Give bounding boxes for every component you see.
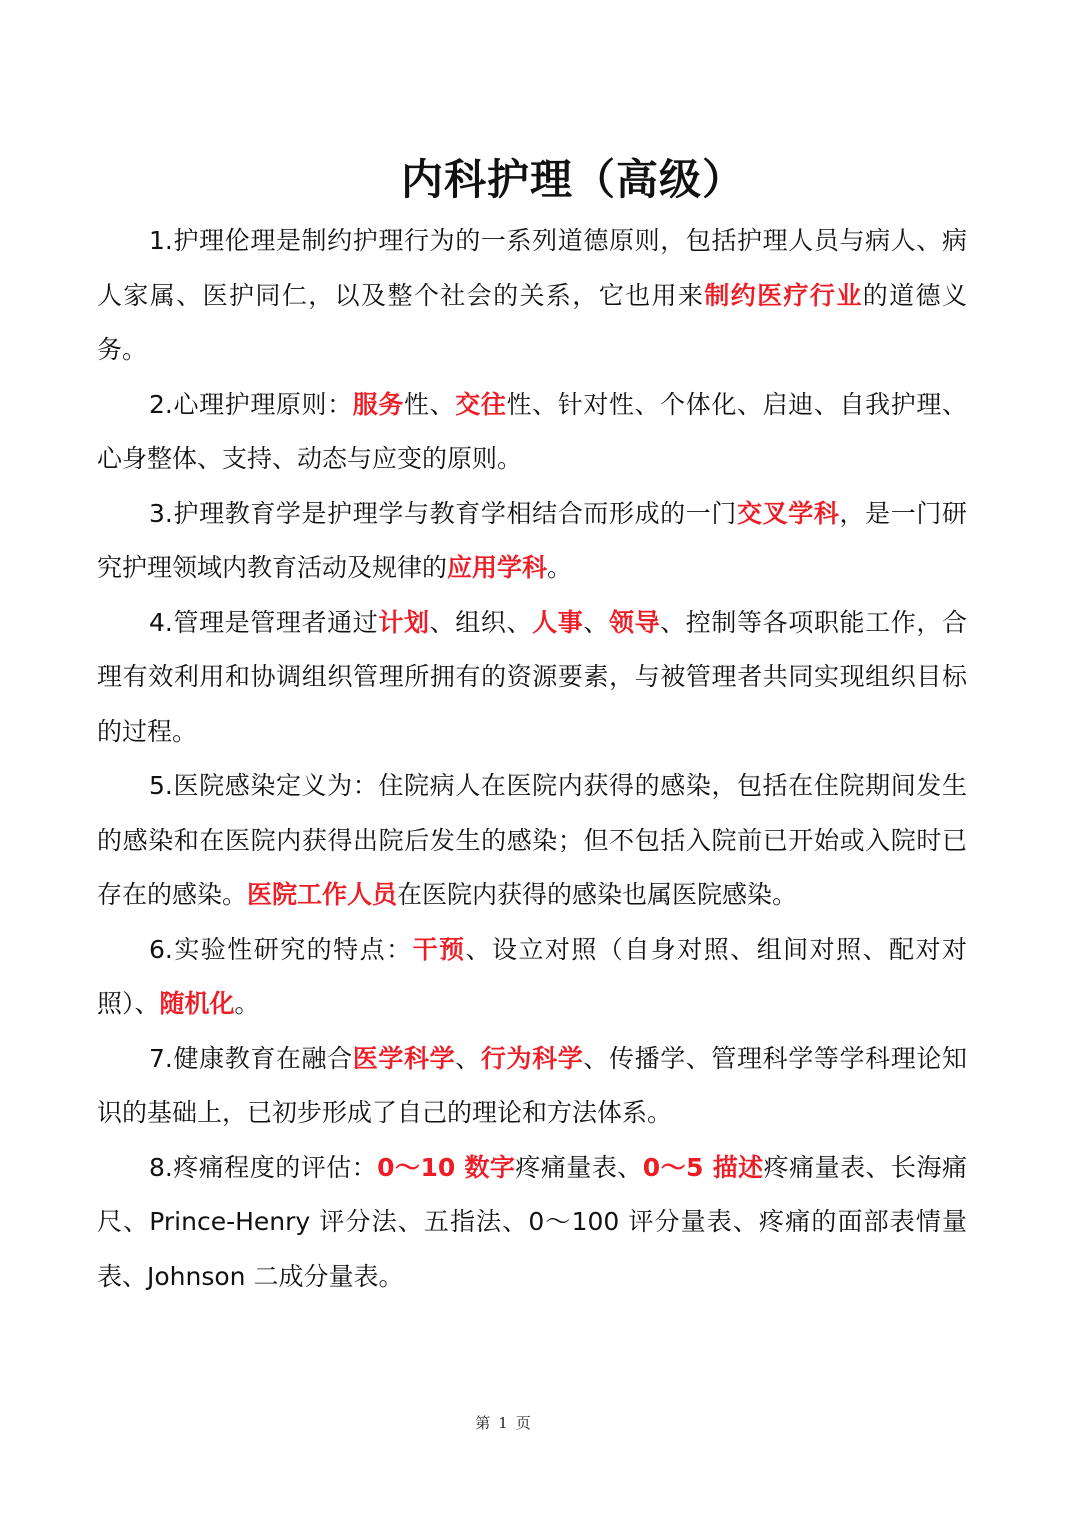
highlight-text: 制约医疗行业 xyxy=(704,280,863,310)
highlight-text: 行为科学 xyxy=(480,1043,584,1073)
text-segment: 、组织、 xyxy=(429,607,533,637)
paragraph-7 xyxy=(97,1032,967,1141)
text-segment: 的道德义务。 xyxy=(97,280,967,364)
highlight-text: 0～5 描述 xyxy=(642,1152,764,1182)
footer-prefix: 第 xyxy=(475,1414,491,1432)
highlight-text: 医院工作人员 xyxy=(247,880,398,909)
text-segment: 、设立对照（自身对照、组间对照、配对对照）、 xyxy=(97,934,967,1018)
text-segment: 6.实验性研究的特点： xyxy=(149,934,413,964)
text-segment: 2.心理护理原则： xyxy=(149,389,353,419)
text-segment: 。 xyxy=(234,989,260,1018)
text-segment: 7.健康教育在融合 xyxy=(149,1043,353,1073)
highlight-text: 人事 xyxy=(532,607,584,637)
content-body xyxy=(97,214,967,1304)
text-segment: 疼痛量表、长海痛尺、Prince-Henry 评分法、五指法、0～100 评分量表、疼痛的面部表情量表、Johnson 二成分量表。 xyxy=(97,1152,967,1291)
paragraph-1 xyxy=(97,214,967,378)
text-segment: 。 xyxy=(547,553,573,582)
text-segment: 4.管理是管理者通过 xyxy=(149,607,379,637)
highlight-text: 计划 xyxy=(378,607,430,637)
highlight-text: 医学科学 xyxy=(352,1043,456,1073)
text-segment: 性、 xyxy=(404,389,456,419)
text-segment: 8.疼痛程度的评估： xyxy=(149,1152,378,1182)
text-segment: 、 xyxy=(455,1043,481,1073)
paragraph-6 xyxy=(97,923,967,1032)
paragraph-3 xyxy=(97,487,967,596)
highlight-text: 随机化 xyxy=(159,989,235,1018)
footer-suffix: 页 xyxy=(515,1414,531,1432)
text-segment: 在医院内获得的感染也属医院感染。 xyxy=(397,880,798,909)
text-segment: 1.护理伦理是制约护理行为的一系列道德原则，包括护理人员与病人、病人家属、医护同仁，以及整个社会的关系，它也用来 xyxy=(97,226,967,310)
highlight-text: 应用学科 xyxy=(447,553,548,582)
paragraph-2 xyxy=(97,378,967,487)
paragraph-4 xyxy=(97,596,967,760)
text-segment: 性、针对性、个体化、启迪、自我护理、心身整体、支持、动态与应变的原则。 xyxy=(97,389,967,473)
paragraph-8 xyxy=(97,1141,967,1305)
highlight-text: 交往 xyxy=(455,389,507,419)
text-segment: 、 xyxy=(583,607,609,637)
text-segment: ，是一门研究护理领域内教育活动及规律的 xyxy=(97,498,967,582)
highlight-text: 领导 xyxy=(608,607,661,637)
highlight-text: 干预 xyxy=(412,934,466,964)
text-segment: 疼痛量表、 xyxy=(515,1152,643,1182)
page-title: 内科护理（高级） xyxy=(400,155,745,204)
highlight-text: 服务 xyxy=(352,389,405,419)
text-segment: 、控制等各项职能工作，合理有效利用和协调组织管理所拥有的资源要素，与被管理者共同实现组织目标的过程。 xyxy=(97,607,967,746)
paragraph-5 xyxy=(97,759,967,923)
text-segment: 3.护理教育学是护理学与教育学相结合而形成的一门 xyxy=(149,498,738,528)
highlight-text: 交叉学科 xyxy=(737,498,840,528)
highlight-text: 0～10 数字 xyxy=(377,1152,516,1182)
text-segment: 、传播学、管理科学等学科理论知识的基础上，已初步形成了自己的理论和方法体系。 xyxy=(97,1043,967,1127)
page-number: 1 xyxy=(498,1414,508,1432)
page-footer xyxy=(0,1412,1006,1433)
text-segment: 5.医院感染定义为：住院病人在医院内获得的感染，包括在住院期间发生的感染和在医院内获得出院后发生的感染；但不包括入院前已开始或入院时已存在的感染。 xyxy=(97,771,967,909)
